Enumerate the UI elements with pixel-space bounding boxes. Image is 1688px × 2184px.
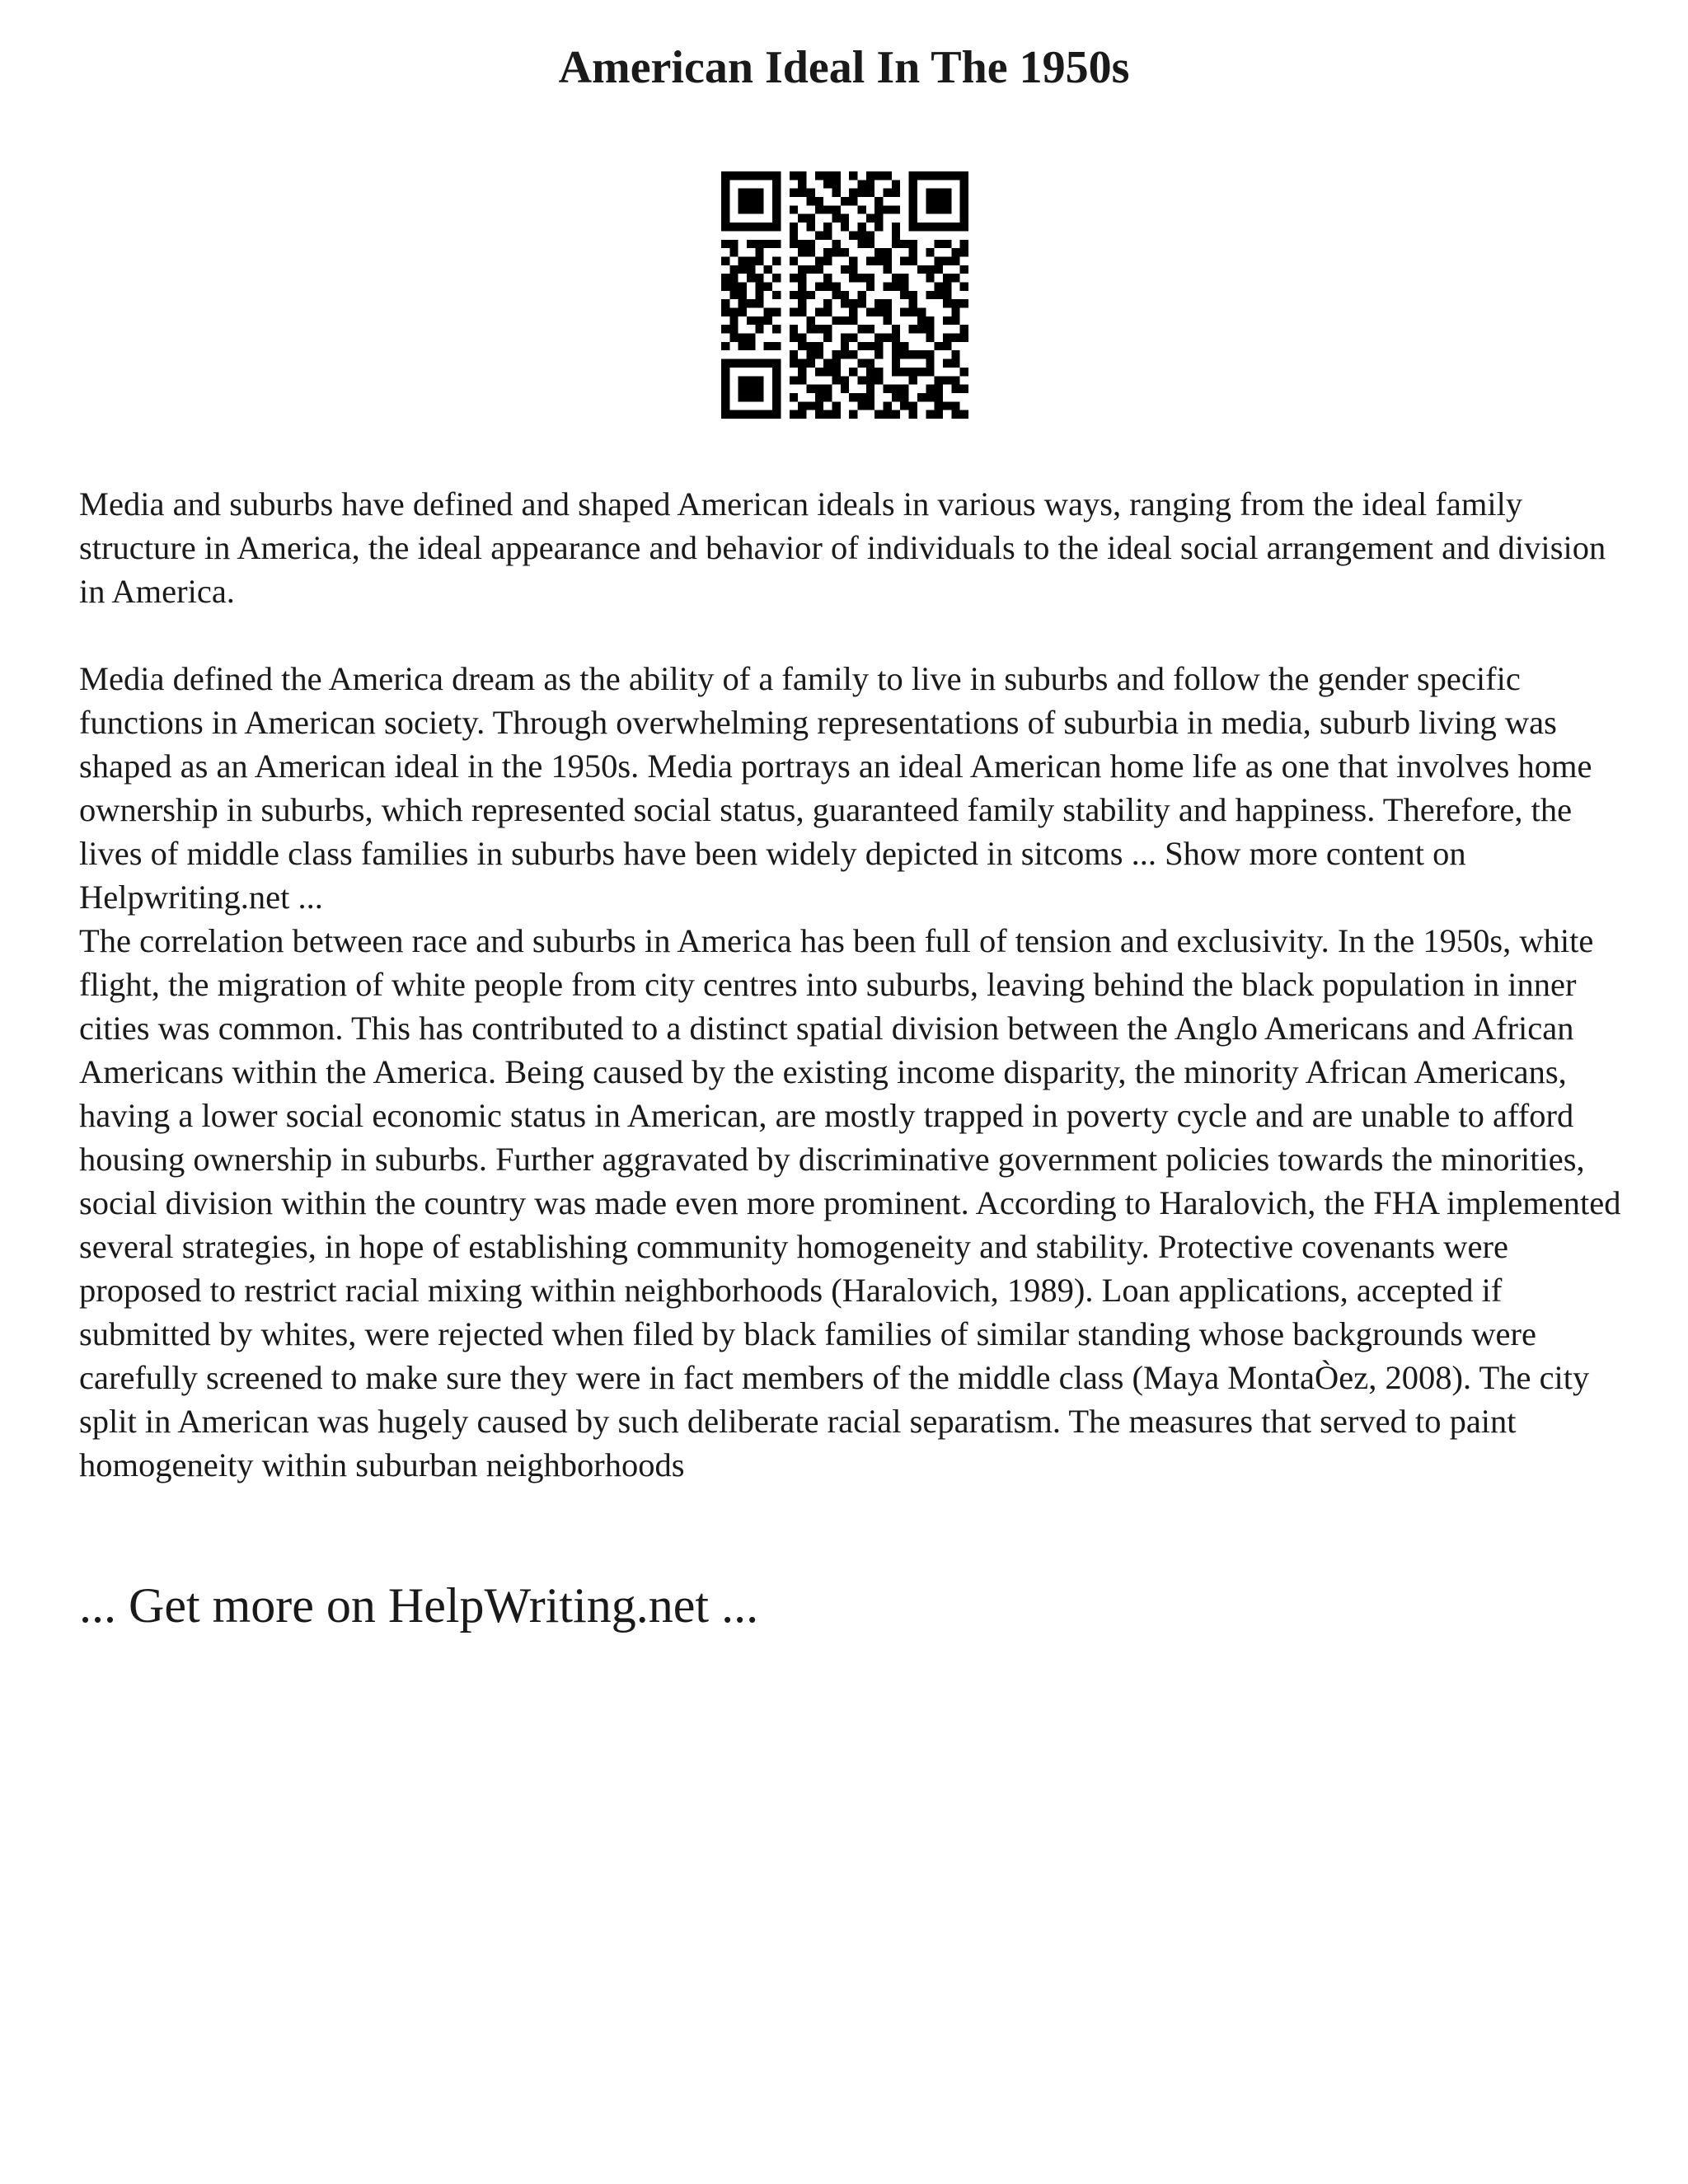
paragraph-media: Media defined the America dream as the ability of a family to live in suburbs and follow the gender specific functions in American society. Through overwhelming representations of suburbia in media, suburb living was shaped as an American ideal in the 1950s. Media portrays an ideal American home life as one that involves home ownership in suburbs, which represented social status, guaranteed family stability and happiness. Therefore, the lives of middle class families in suburbs have been widely depicted in sitcoms ... Show more content on Helpwriting.net ... [79,660,1592,916]
qr-code-icon [721,171,968,419]
document-title: American Ideal In The 1950s [558,42,1130,93]
paragraph-gap [79,613,1629,657]
get-more-link[interactable]: ... Get more on HelpWriting.net ... [79,1578,759,1633]
document-body [79,482,1629,1487]
paragraph-intro: Media and suburbs have defined and shaped American ideals in various ways, ranging from the ideal family structure in America, the ideal appearance and behavior of individuals to the ideal social arrangement and division in America. [79,485,1606,610]
paragraph-race: The correlation between race and suburbs in America has been full of tension and exclusivity. In the 1950s, white flight, the migration of white people from city centres into suburbs, leaving behind the black population in inner cities was common. This has contributed to a distinct spatial division between the Anglo Americans and African Americans within the America. Being caused by the existing income disparity, the minority African Americans, having a lower social economic status in American, are mostly trapped in poverty cycle and are unable to afford housing ownership in suburbs. Further aggravated by discriminative government policies towards the minorities, social division within the country was made even more prominent. According to Haralovich, the FHA implemented several strategies, in hope of establishing community homogeneity and stability. Protective covenants were proposed to restrict racial mixing within neighborhoods (Haralovich, 1989). Loan applications, accepted if submitted by whites, were rejected when filed by black families of similar standing whose backgrounds were carefully screened to make sure they were in fact members of the middle class (Maya MontaÒez, 2008). The city split in American was hugely caused by such deliberate racial separatism. The measures that served to paint homogeneity within suburban neighborhoods [79,922,1621,1483]
